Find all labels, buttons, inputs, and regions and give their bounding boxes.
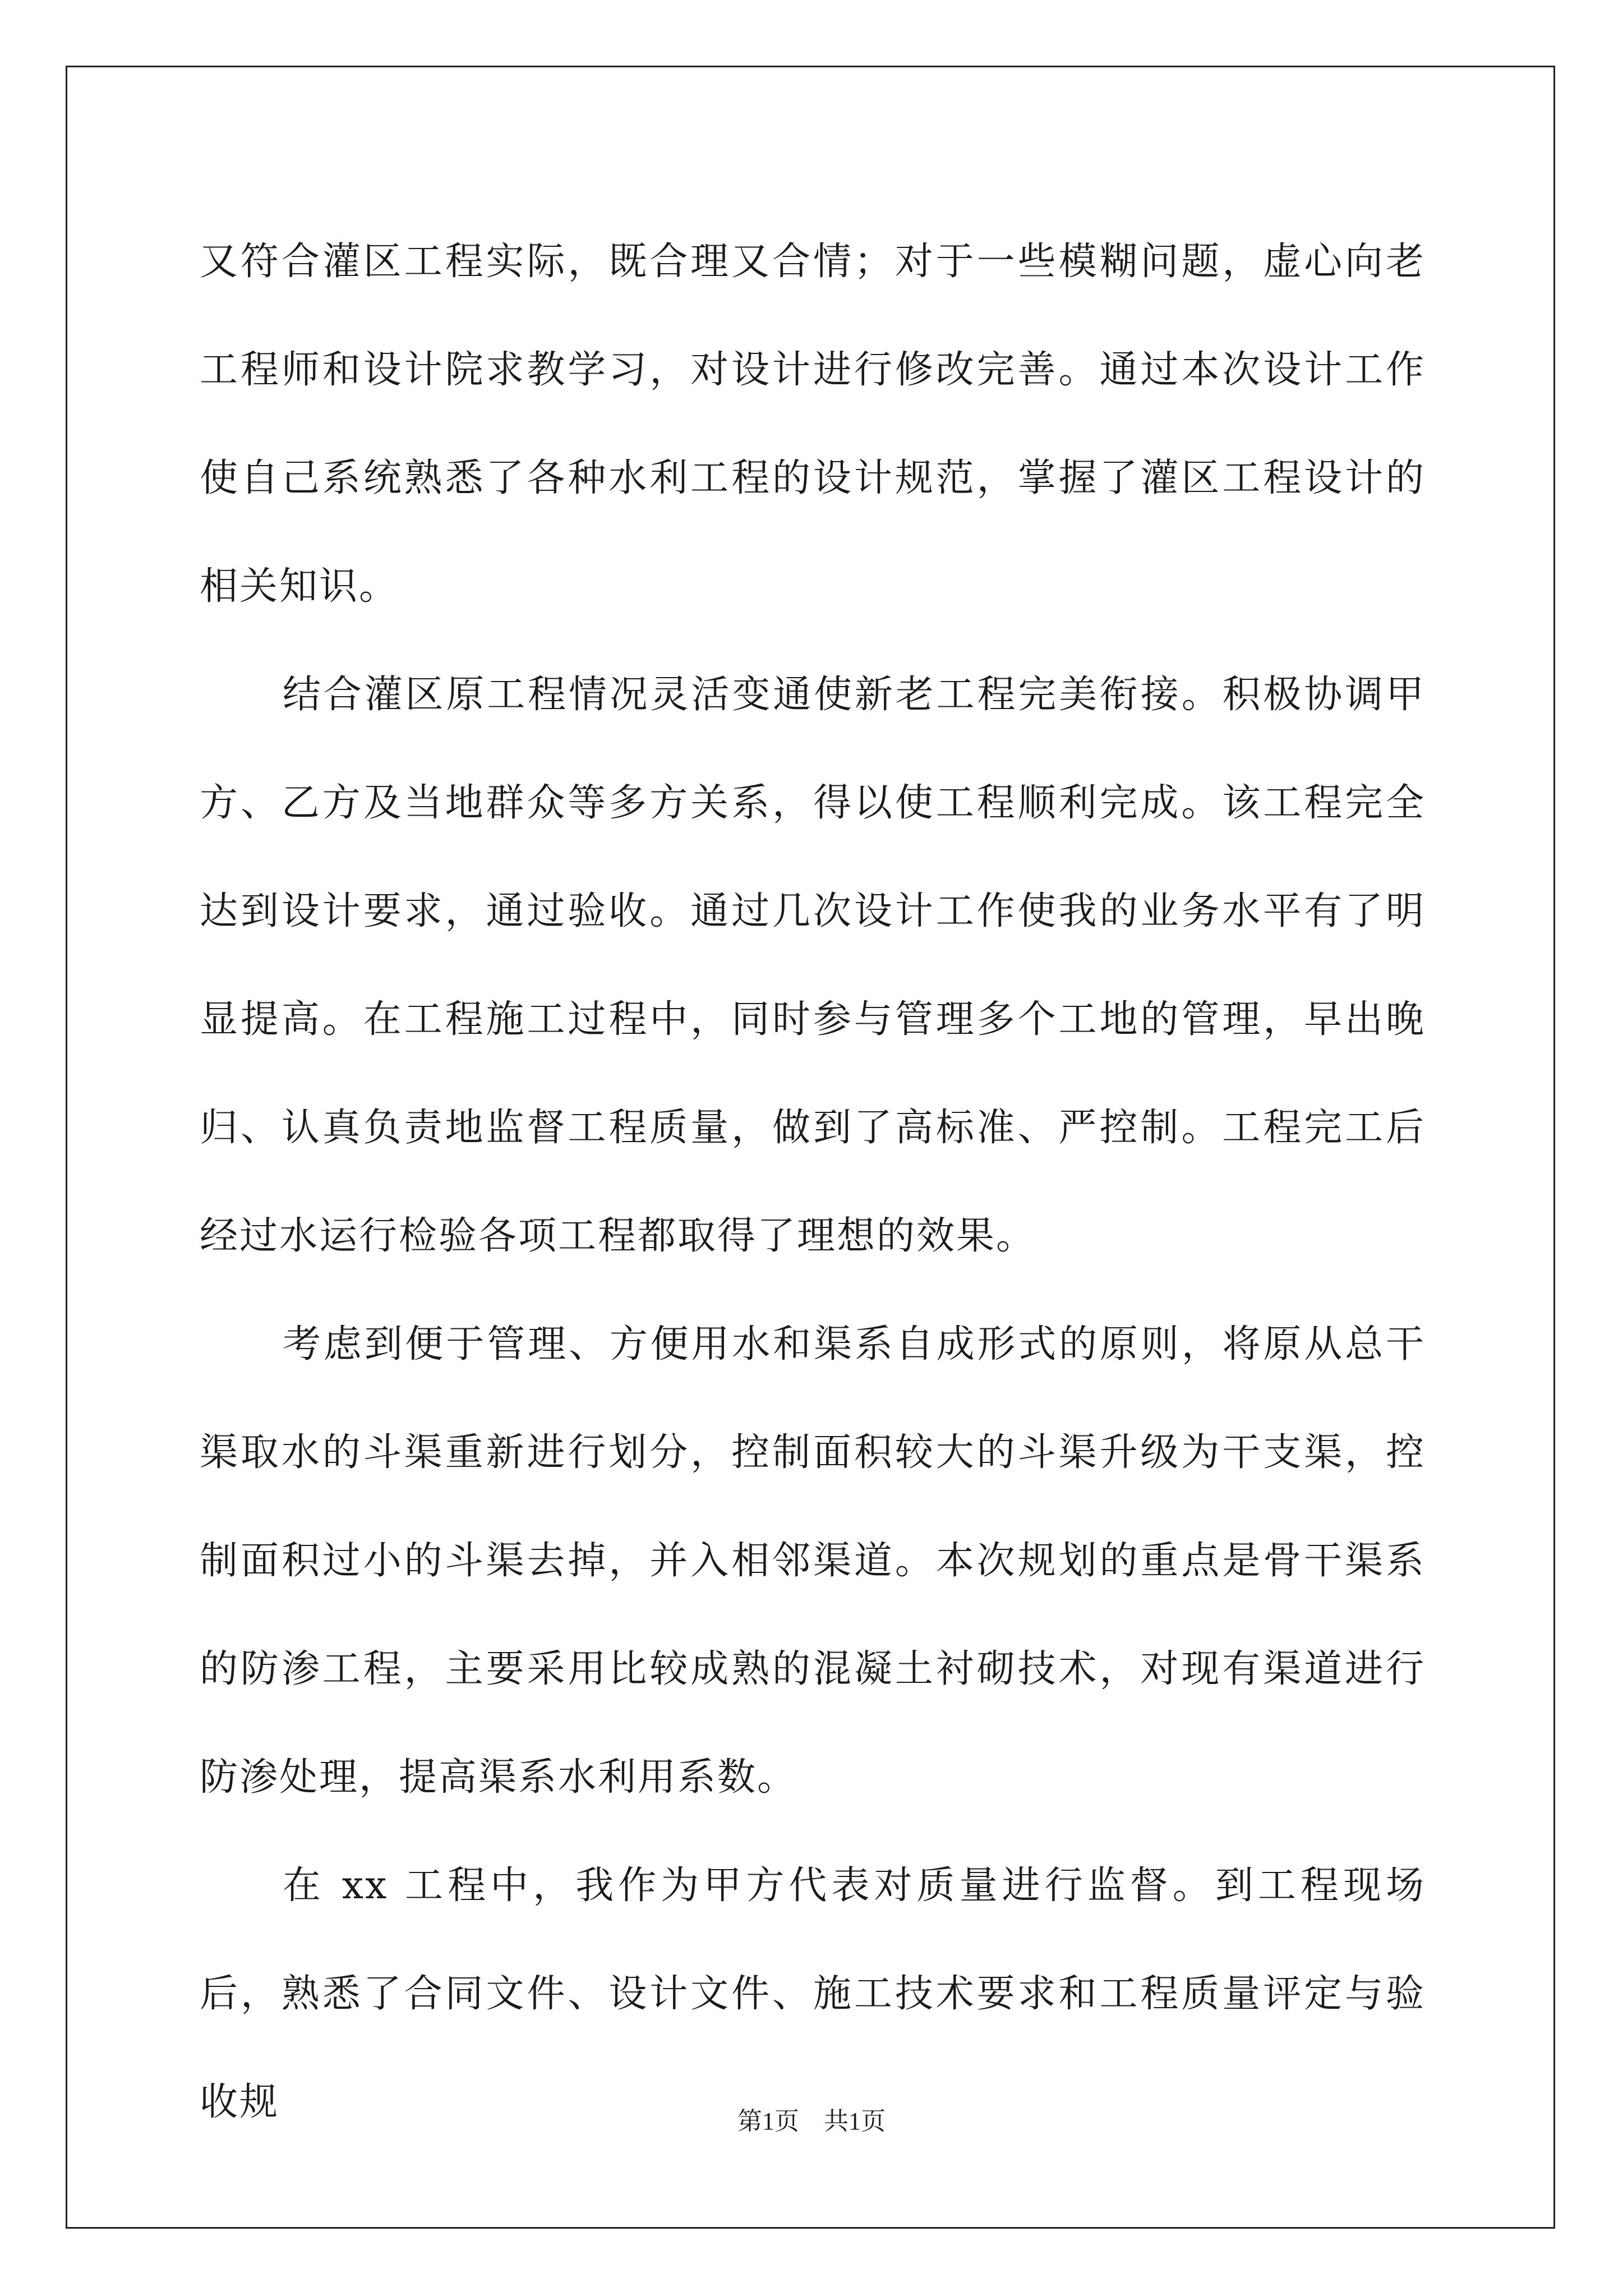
- page-total: 共1页: [824, 2108, 886, 2135]
- document-body: [200, 208, 1426, 2156]
- paragraph-continuation: 又符合灌区工程实际，既合理又合情；对于一些模糊问题，虚心向老工程师和设计院求教学习，对设计进行修改完善。通过本次设计工作使自己系统熟悉了各种水利工程的设计规范，掌握了灌区工程设计的相关知识。: [200, 240, 1426, 609]
- paragraph-canal-planning: 考虑到便于管理、方便用水和渠系自成形式的原则，将原从总干渠取水的斗渠重新进行划分，控制面积较大的斗渠升级为干支渠，控制面积过小的斗渠去掉，并入相邻渠道。本次规划的重点是骨干渠系的防渗工程，主要采用比较成熟的混凝土衬砌技术，对现有渠道进行防渗处理，提高渠系水利用系数。: [200, 1322, 1426, 1800]
- page-number: 第1页: [737, 2108, 799, 2135]
- paragraph-project-coordination: 结合灌区原工程情况灵活变通使新老工程完美衔接。积极协调甲方、乙方及当地群众等多方关系，得以使工程顺利完成。该工程完全达到设计要求，通过验收。通过几次设计工作使我的业务水平有了明显提高。在工程施工过程中，同时参与管理多个工地的管理，早出晚归、认真负责地监督工程质量，做到了高标准、严控制。工程完工后经过水运行检验各项工程都取得了理想的效果。: [200, 673, 1426, 1258]
- page-footer: [0, 2105, 1623, 2138]
- paragraph-quality-supervision: 在 xx 工程中，我作为甲方代表对质量进行监督。到工程现场后，熟悉了合同文件、设计文件、施工技术要求和工程质量评定与验收规: [200, 1864, 1426, 2124]
